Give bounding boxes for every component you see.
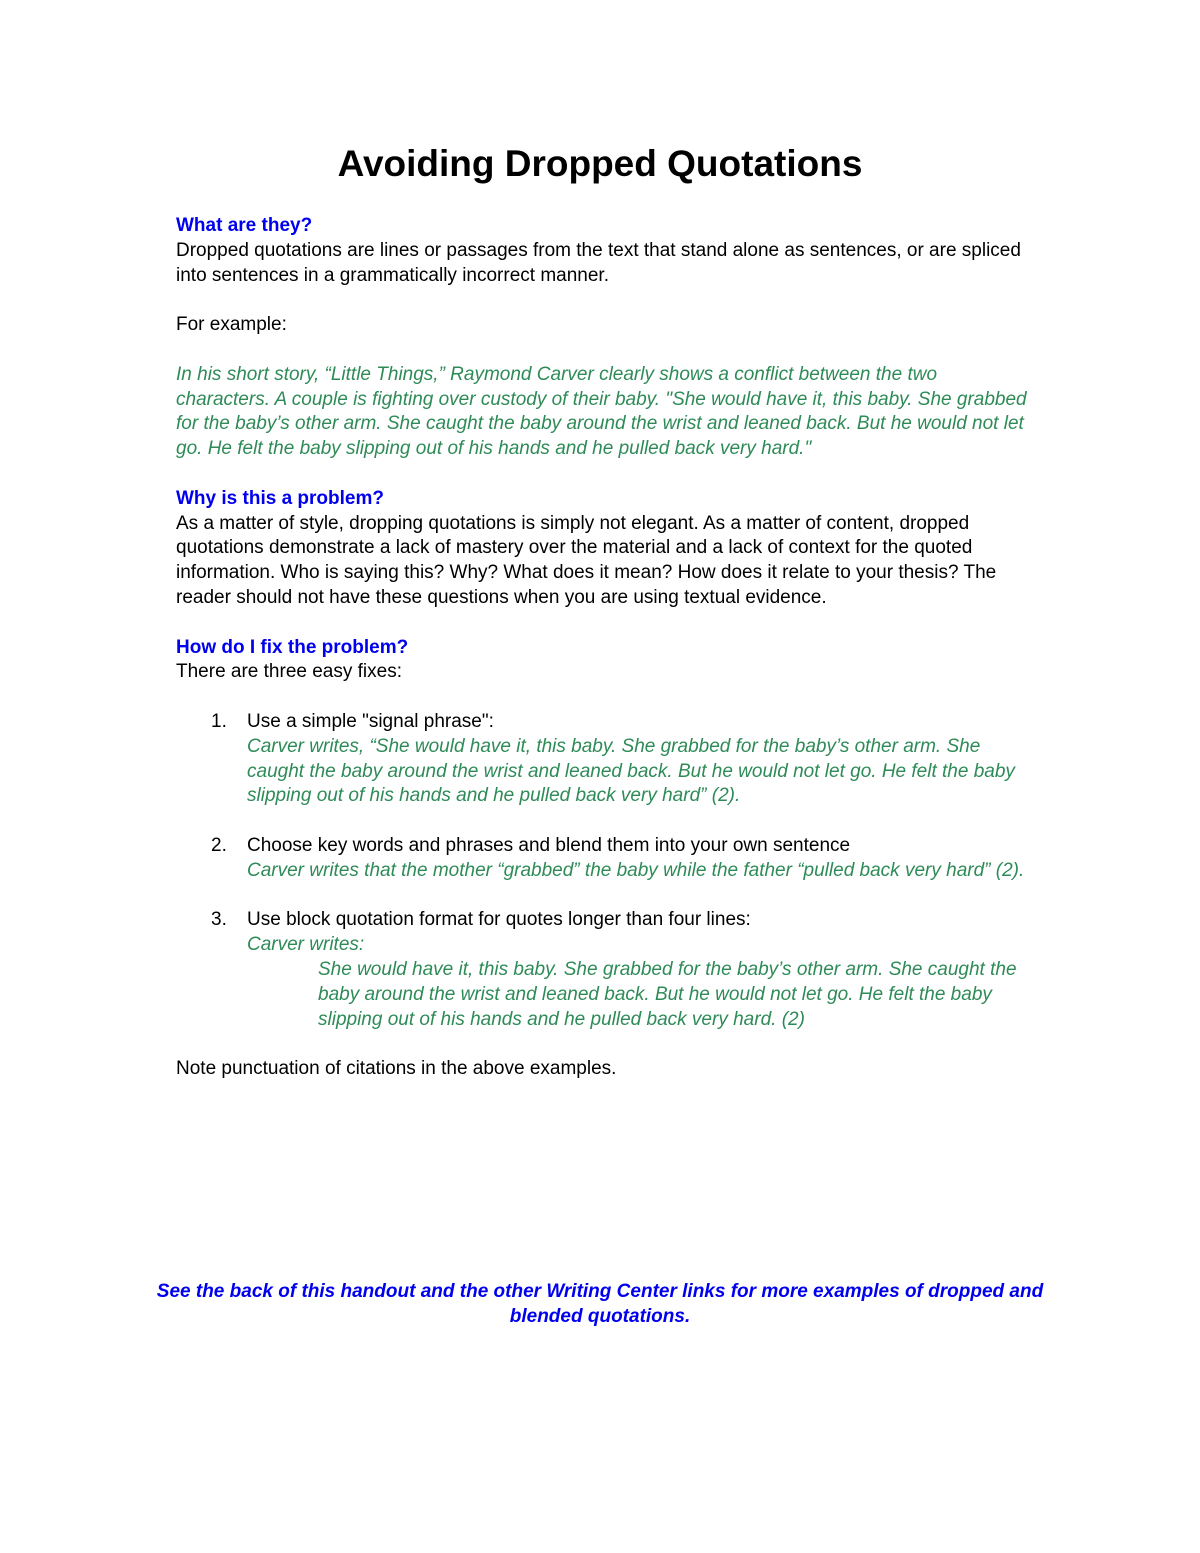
list-item-label: Use a simple "signal phrase":: [247, 710, 494, 732]
list-item-label: Choose key words and phrases and blend them into your own sentence: [247, 834, 851, 856]
list-item: [176, 834, 1036, 884]
section-heading-fix: How do I fix the problem?: [176, 636, 409, 658]
list-item: [176, 908, 1036, 1032]
dropped-quotation-example: In his short story, “Little Things,” Raymond Carver clearly shows a conflict between the two characters. A couple is fighting over custody of their baby. "She would have it, this baby. She grabbed for the baby’s other arm. She caught the baby around the wrist and leaned back. But he would not let go. He felt the baby slipping out of his hands and he pulled back very hard.": [176, 363, 1027, 460]
list-item-label: Use block quotation format for quotes longer than four lines:: [247, 909, 751, 931]
section-body-what: Dropped quotations are lines or passages from the text that stand alone as sentences, or are spliced into sentences in a grammatically incorrect manner.: [176, 239, 1021, 286]
closing-note: See the back of this handout and the other Writing Center links for more examples of dropped and blended quotations.: [156, 1281, 1044, 1327]
list-number: 3.: [211, 909, 227, 931]
list-number: 1.: [211, 710, 227, 732]
signal-phrase-example: Carver writes, “She would have it, this baby. She grabbed for the baby’s other arm. She caught the baby around the wrist and leaned back. But he would not let go. He felt the baby slipping out of his hands and he pulled back very hard” (2).: [247, 735, 1015, 807]
block-quotation-intro: Carver writes:: [247, 934, 365, 956]
section-body-why: As a matter of style, dropping quotations is simply not elegant. As a matter of content, dropped quotations demonstrate a lack of mastery over the material and a lack of context for the quoted information. Who is saying this? Why? What does it mean? How does it relate to your thesis? The reader should not have these questions when you are using textual evidence.: [176, 512, 997, 608]
list-number: 2.: [211, 834, 227, 856]
example-label: For example:: [176, 314, 287, 336]
block-quotation-example: She would have it, this baby. She grabbed for the baby’s other arm. She caught the baby around the wrist and leaned back. But he would not let go. He felt the baby slipping out of his hands and he pulled back very hard. (2): [318, 958, 1017, 1030]
citation-note: Note punctuation of citations in the above examples.: [176, 1058, 617, 1080]
page-title: Avoiding Dropped Quotations: [337, 143, 863, 184]
blended-quotation-example: Carver writes that the mother “grabbed” the baby while the father “pulled back very hard” (2).: [247, 859, 1025, 881]
list-item: [176, 710, 1036, 809]
section-heading-what: What are they?: [176, 215, 313, 236]
section-heading-why: Why is this a problem?: [176, 487, 384, 509]
section-intro-fix: There are three easy fixes:: [176, 661, 402, 683]
document-body: [176, 214, 1036, 1082]
